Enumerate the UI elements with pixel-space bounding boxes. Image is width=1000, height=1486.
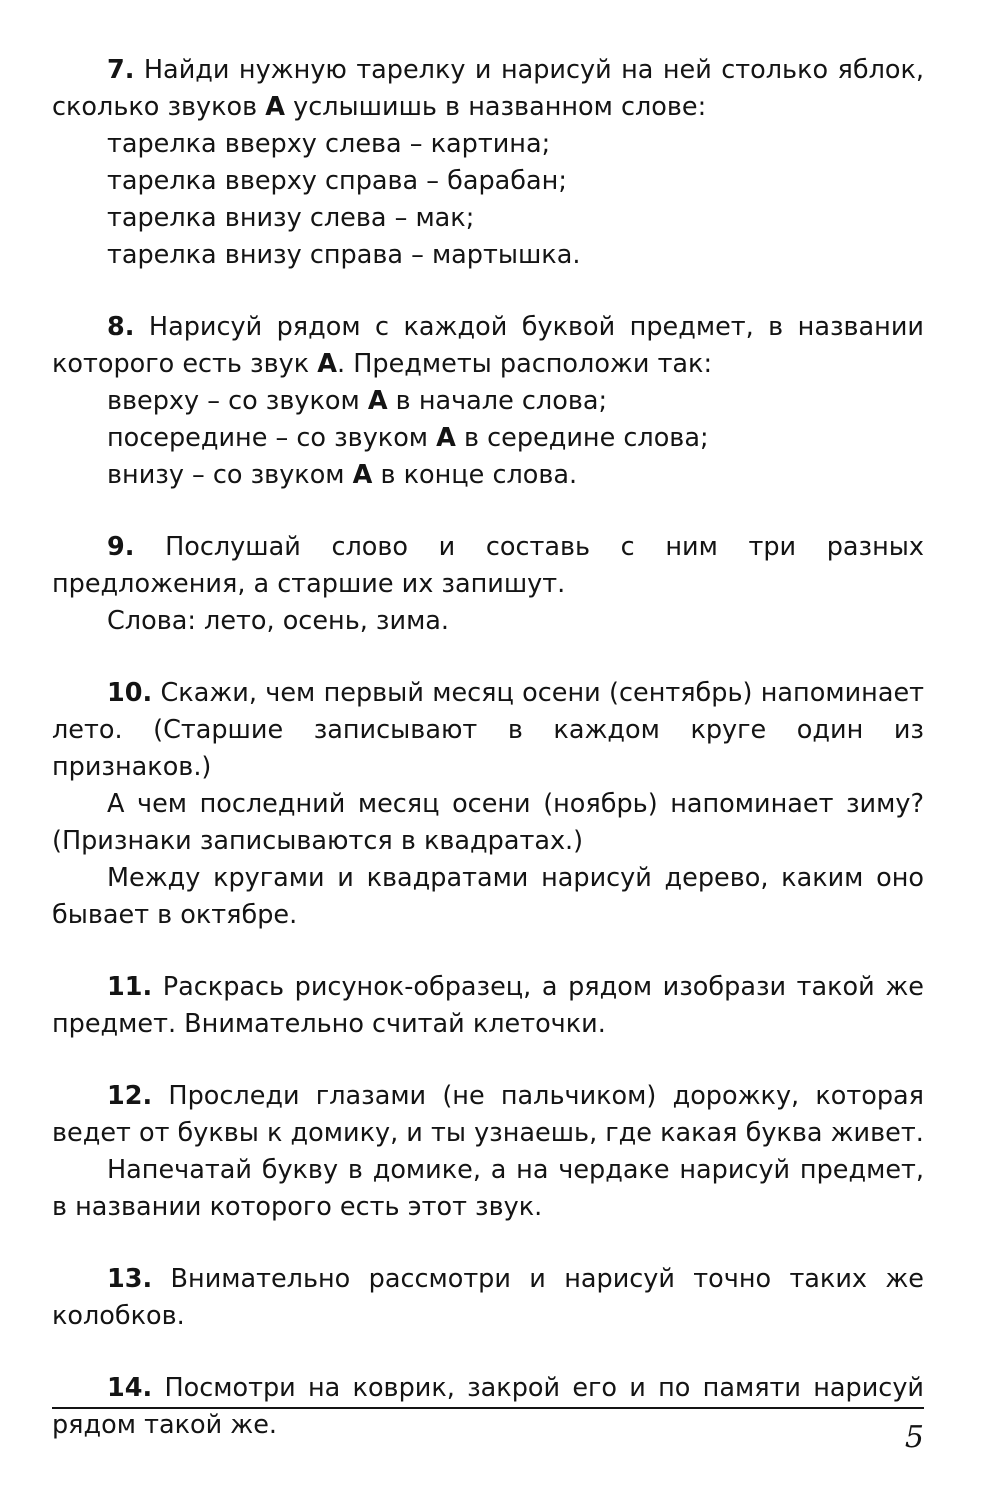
task-11 (52, 969, 924, 1043)
task-11-number: 11. (107, 972, 153, 1002)
task-9-text: 9. Послушай слово и составь с ним три разных предложения, а старшие их запишут. (52, 532, 924, 599)
task-10-number: 10. (107, 678, 153, 708)
task-7-item: тарелка внизу справа – мартышка. (107, 240, 581, 270)
task-8-number: 8. (107, 312, 135, 342)
task-8-item: посередине – со звуком А в середине слова; (107, 423, 709, 453)
task-13 (52, 1261, 924, 1335)
task-8-item: внизу – со звуком А в конце слова. (107, 460, 578, 490)
task-8 (52, 309, 924, 494)
task-8-item: вверху – со звуком А в начале слова; (107, 386, 608, 416)
task-12-text: 12. Проследи глазами (не пальчиком) дорожку, которая ведет от буквы к домику, и ты узнаешь, где какая буква живет. (52, 1081, 924, 1148)
task-12-number: 12. (107, 1081, 153, 1111)
task-9-number: 9. (107, 532, 135, 562)
task-14-number: 14. (107, 1373, 153, 1403)
task-11-text: 11. Раскрась рисунок-образец, а рядом изобрази такой же предмет. Внимательно считай клеточки. (52, 972, 924, 1039)
task-9 (52, 529, 924, 640)
task-7-number: 7. (107, 55, 135, 85)
task-9-words: Слова: лето, осень, зима. (107, 606, 450, 636)
page-number: 5 (904, 1420, 924, 1455)
task-7 (52, 52, 924, 274)
task-7-intro: 7. Найди нужную тарелку и нарисуй на ней столько яблок, сколько звуков А услышишь в названном слове: (52, 55, 924, 122)
footer-divider (52, 1407, 924, 1409)
task-10-paragraph: Между кругами и квадратами нарисуй дерево, каким оно бывает в октябре. (52, 863, 924, 930)
task-12 (52, 1078, 924, 1226)
task-7-item: тарелка вверху слева – картина; (107, 129, 551, 159)
task-10-text: 10. Скажи, чем первый месяц осени (сентябрь) напоминает лето. (Старшие записывают в каждом круге один из признаков.) (52, 678, 924, 782)
task-7-item: тарелка вверху справа – барабан; (107, 166, 567, 196)
task-13-text: 13. Внимательно рассмотри и нарисуй точно таких же колобков. (52, 1264, 924, 1331)
page-content (52, 52, 924, 1479)
task-10 (52, 675, 924, 934)
task-12-paragraph: Напечатай букву в домике, а на чердаке нарисуй предмет, в названии которого есть этот звук. (52, 1155, 924, 1222)
task-13-number: 13. (107, 1264, 153, 1294)
task-14-text: 14. Посмотри на коврик, закрой его и по памяти нарисуй рядом такой же. (52, 1373, 924, 1440)
task-7-item: тарелка внизу слева – мак; (107, 203, 475, 233)
task-10-paragraph: А чем последний месяц осени (ноябрь) напоминает зиму? (Признаки записываются в квадратах.) (52, 789, 924, 856)
task-8-intro: 8. Нарисуй рядом с каждой буквой предмет, в названии которого есть звук А. Предметы расположи так: (52, 312, 924, 379)
